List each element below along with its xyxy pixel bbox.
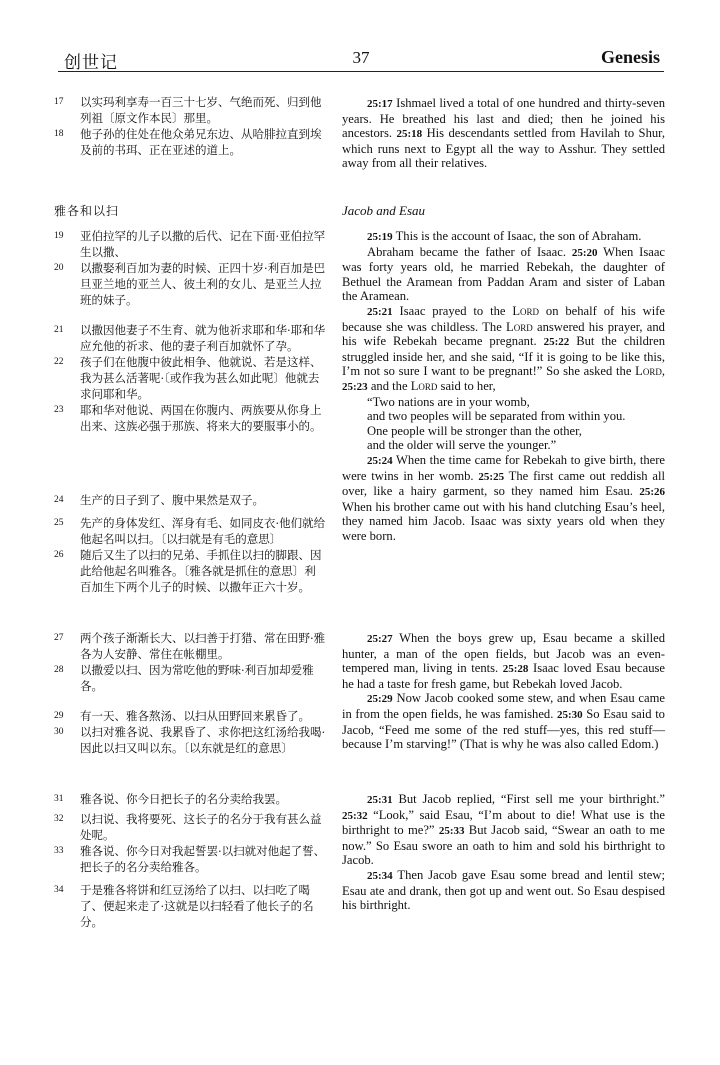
cn-verse-26 — [54, 547, 326, 595]
verse-text: So Esau said to Jacob, “Feed me some of the red stuff—yes, this red stuff—because I’m starving!” (That is why he was also called Edom.) — [342, 706, 665, 752]
verse-number: 19 — [54, 231, 64, 241]
verse-number: 29 — [54, 711, 64, 721]
verse-number: 31 — [54, 794, 64, 804]
verse-text: 孩子们在他腹中彼此相争、他就说、若是这样、我为甚么活著呢·〔或作我为甚么如此呢〕他就去求问耶和华。 — [80, 355, 322, 401]
verse-ref: 25:33 — [438, 825, 465, 838]
verse-ref: 25:25 — [478, 470, 505, 483]
verse-number: 23 — [54, 405, 64, 415]
page-header — [58, 44, 664, 73]
verse-text: When the time came for Rebekah to give birth, there were twins in her womb. — [342, 452, 665, 483]
english-block-2 — [342, 229, 665, 543]
verse-ref: 25:22 — [543, 336, 570, 349]
chinese-column-9 — [54, 882, 326, 930]
verse-text: , — [661, 364, 665, 379]
verse-text: 先产的身体发红、浑身有毛、如同皮衣·他们就给他起名叫以扫。〔以扫就是有毛的意思〕 — [80, 516, 326, 546]
cn-verse-20 — [54, 260, 326, 308]
verse-text: 以扫说、我将要死、这长子的名分于我有甚么益处呢。 — [80, 812, 322, 842]
verse-text: 雅各说、你今日对我起誓罢·以扫就对他起了誓、把长子的名分卖给雅各。 — [80, 844, 326, 874]
verse-text: 以撒娶利百加为妻的时候、正四十岁·利百加是巴旦亚兰地的亚兰人、彼土利的女儿、是亚兰人拉班的妹子。 — [80, 261, 326, 307]
english-section-heading: Jacob and Esau — [342, 203, 426, 218]
en-paragraph-25-31 — [342, 792, 665, 868]
verse-number: 20 — [54, 263, 64, 273]
verse-ref: 25:21 — [367, 305, 393, 318]
verse-number: 25 — [54, 518, 64, 528]
cn-verse-22 — [54, 354, 326, 402]
verse-text: His descendants settled from Havilah to Shur, which runs next to Egypt all the way to Asshur. They settled away from all their relatives. — [342, 126, 665, 171]
verse-ref: 25:29 — [367, 693, 393, 706]
verse-text: But the children struggled inside her, and she said, “If it is going to be like this, I’m not so sure I want to be pregnant!” So she asked the — [342, 334, 665, 379]
cn-verse-19 — [54, 228, 326, 260]
verse-text: 两个孩子渐渐长大、以扫善于打猎、常在田野·雅各为人安静、常住在帐棚里。 — [80, 631, 326, 661]
cn-verse-34 — [54, 882, 326, 930]
verse-ref: 25:24 — [367, 454, 393, 467]
verse-ref: 25:18 — [396, 128, 423, 141]
verse-text: Now Jacob cooked some stew, and when Esau came in from the open fields, he was famished. — [342, 691, 665, 721]
english-block-3 — [342, 631, 665, 752]
verse-text: and the — [367, 378, 411, 393]
verse-number: 28 — [54, 665, 64, 675]
poem-line: and the older will serve the younger.” — [367, 438, 557, 453]
chinese-section-heading: 雅各和以扫 — [54, 204, 120, 218]
verse-text: When Isaac was forty years old, he married Rebekah, the daughter of Bethuel the Aramean from Paddan Aram and sister of Laban the Aramean. — [342, 244, 665, 304]
cn-verse-28 — [54, 662, 326, 694]
cn-verse-24 — [54, 492, 326, 508]
verse-text: 雅各说、你今日把长子的名分卖给我罢。 — [80, 792, 287, 806]
cn-verse-23 — [54, 402, 326, 434]
en-paragraph-25-34 — [342, 868, 665, 913]
verse-text: “Look,” said Esau, “I’m about to die! What use is the birthright to me?” — [342, 807, 665, 838]
verse-text: 以撒爱以扫、因为常吃他的野味·利百加却爱雅各。 — [80, 663, 314, 693]
cn-verse-31 — [54, 791, 326, 807]
cn-verse-33 — [54, 843, 326, 875]
en-paragraph-25-29 — [342, 691, 665, 751]
header-rule — [58, 71, 664, 72]
en-paragraph-25-24 — [342, 453, 665, 544]
page-number: 37 — [352, 48, 370, 67]
verse-number: 33 — [54, 846, 64, 856]
verse-ref: 25:31 — [367, 794, 393, 806]
verse-text: 于是雅各将饼和红豆汤给了以扫、以扫吃了喝了、便起来走了·这就是以扫轻看了他长子的名分。 — [80, 883, 314, 929]
en-paragraph-25-27 — [342, 631, 665, 691]
cn-verse-18 — [54, 126, 326, 158]
verse-ref: 25:32 — [342, 809, 368, 822]
chinese-column — [54, 94, 326, 158]
verse-text: 他子孙的住处在他众弟兄东边、从哈腓拉直到埃及前的书珥、正在亚述的道上。 — [80, 127, 322, 157]
verse-text: 以扫对雅各说、我累昏了、求你把这红汤给我喝·因此以扫又叫以东。〔以东就是红的意思〕 — [80, 725, 326, 755]
verse-number: 22 — [54, 357, 64, 367]
verse-number: 26 — [54, 550, 64, 560]
cn-verse-29 — [54, 708, 326, 724]
verse-text: 以实玛利享寿一百三十七岁、气绝而死、归到他列祖〔原文作本民〕那里。 — [80, 95, 322, 125]
en-paragraph-25-17 — [342, 96, 665, 171]
verse-text: But Jacob replied, “First sell me your birthright.” — [392, 792, 665, 806]
verse-text: 以撒因他妻子不生育、就为他祈求耶和华·耶和华应允他的祈求、他的妻子利百加就怀了孕。 — [80, 323, 326, 353]
verse-text: But Jacob said, “Swear an oath to me now.” So Esau swore an oath to him and sold his birthright to Jacob. — [342, 823, 665, 868]
verse-number: 27 — [54, 633, 64, 643]
cn-verse-17 — [54, 94, 326, 126]
verse-ref: 25:28 — [502, 663, 529, 676]
verse-text: on behalf of his wife because she was childless. The — [342, 303, 665, 334]
verse-text: Isaac prayed to the — [392, 303, 513, 318]
cn-verse-25 — [54, 515, 326, 547]
verse-text: The first came out reddish all over, like a hairy garment, so they named him Esau. — [342, 468, 665, 499]
verse-text: said to her, — [437, 378, 496, 393]
poem-line: One people will be stronger than the other, — [367, 423, 582, 438]
verse-text: 生产的日子到了、腹中果然是双子。 — [80, 493, 264, 507]
verse-text: This is the account of Isaac, the son of Abraham. — [392, 229, 642, 243]
verse-number: 24 — [54, 495, 64, 505]
verse-ref: 25:17 — [367, 98, 393, 110]
en-paragraph-25-19 — [342, 229, 665, 245]
lord-smallcaps: Lord — [512, 303, 540, 318]
lord-smallcaps: Lord — [635, 364, 662, 379]
poem-block — [342, 395, 665, 453]
verse-text: When the boys grew up, Esau became a skilled hunter, a man of the open fields, but Jacob was an even-tempered man, living in tents. — [342, 631, 665, 676]
cn-verse-32 — [54, 811, 326, 843]
poem-line: “Two nations are in your womb, — [367, 394, 530, 409]
chinese-column-4 — [54, 492, 326, 508]
verse-ref: 25:23 — [342, 380, 368, 393]
cn-verse-21 — [54, 322, 326, 354]
english-block-1 — [342, 96, 665, 171]
chinese-column-3 — [54, 322, 326, 434]
verse-text: Ishmael lived a total of one hundred and thirty-seven years. He breathed his last and died; then he joined his ancestors. — [342, 96, 665, 141]
verse-text: 随后又生了以扫的兄弟、手抓住以扫的脚跟、因此给他起名叫雅各。〔雅各就是抓住的意思〕利百加生下两个儿子的时候、以撒年正六十岁。 — [80, 548, 322, 594]
verse-ref: 25:30 — [556, 708, 583, 721]
book-title-chinese: 创世记 — [64, 53, 118, 73]
verse-ref: 25:27 — [367, 633, 393, 645]
en-paragraph-25-21 — [342, 304, 665, 395]
verse-number: 18 — [54, 129, 64, 139]
verse-number: 34 — [54, 885, 64, 895]
chinese-column-6 — [54, 630, 326, 694]
lord-smallcaps: Lord — [506, 319, 533, 334]
verse-number: 21 — [54, 325, 64, 335]
lord-smallcaps: Lord — [410, 378, 438, 393]
verse-text: When his brother came out with his hand clutching Esau’s heel, they named him Jacob. Isaac was sixty years old when they were born. — [342, 499, 665, 543]
chinese-column-8 — [54, 791, 326, 875]
verse-number: 32 — [54, 814, 64, 824]
verse-ref: 25:19 — [367, 231, 393, 243]
verse-text: 耶和华对他说、两国在你腹内、两族要从你身上出来、这族必强于那族、将来大的要服事小的。 — [80, 403, 322, 433]
verse-number: 30 — [54, 727, 64, 737]
verse-text: Isaac loved Esau because he had a taste for fresh game, but Rebekah loved Jacob. — [342, 661, 665, 691]
english-block-4 — [342, 792, 665, 913]
verse-text: Abraham became the father of Isaac. — [367, 244, 572, 259]
verse-text: 亚伯拉罕的儿子以撒的后代、记在下面·亚伯拉罕生以撒、 — [80, 229, 326, 259]
verse-text: 有一天、雅各熬汤、以扫从田野回来累昏了。 — [80, 709, 310, 723]
verse-ref: 25:34 — [367, 869, 393, 882]
verse-number: 17 — [54, 97, 64, 107]
cn-verse-30 — [54, 724, 326, 756]
cn-verse-27 — [54, 630, 326, 662]
verse-text: answered his prayer, and his wife Rebekah became pregnant. — [342, 319, 665, 349]
book-title-english: Genesis — [600, 47, 660, 67]
chinese-column-2 — [54, 228, 326, 308]
chinese-column-5 — [54, 515, 326, 595]
poem-line: and two peoples will be separated from within you. — [367, 409, 626, 424]
en-paragraph-25-20 — [342, 245, 665, 304]
verse-ref: 25:20 — [571, 246, 598, 259]
verse-ref: 25:26 — [639, 486, 665, 499]
chinese-column-7 — [54, 708, 326, 756]
verse-text: Then Jacob gave Esau some bread and lentil stew; Esau ate and drank, then got up and went out. So Esau despised his birthright. — [342, 867, 665, 913]
